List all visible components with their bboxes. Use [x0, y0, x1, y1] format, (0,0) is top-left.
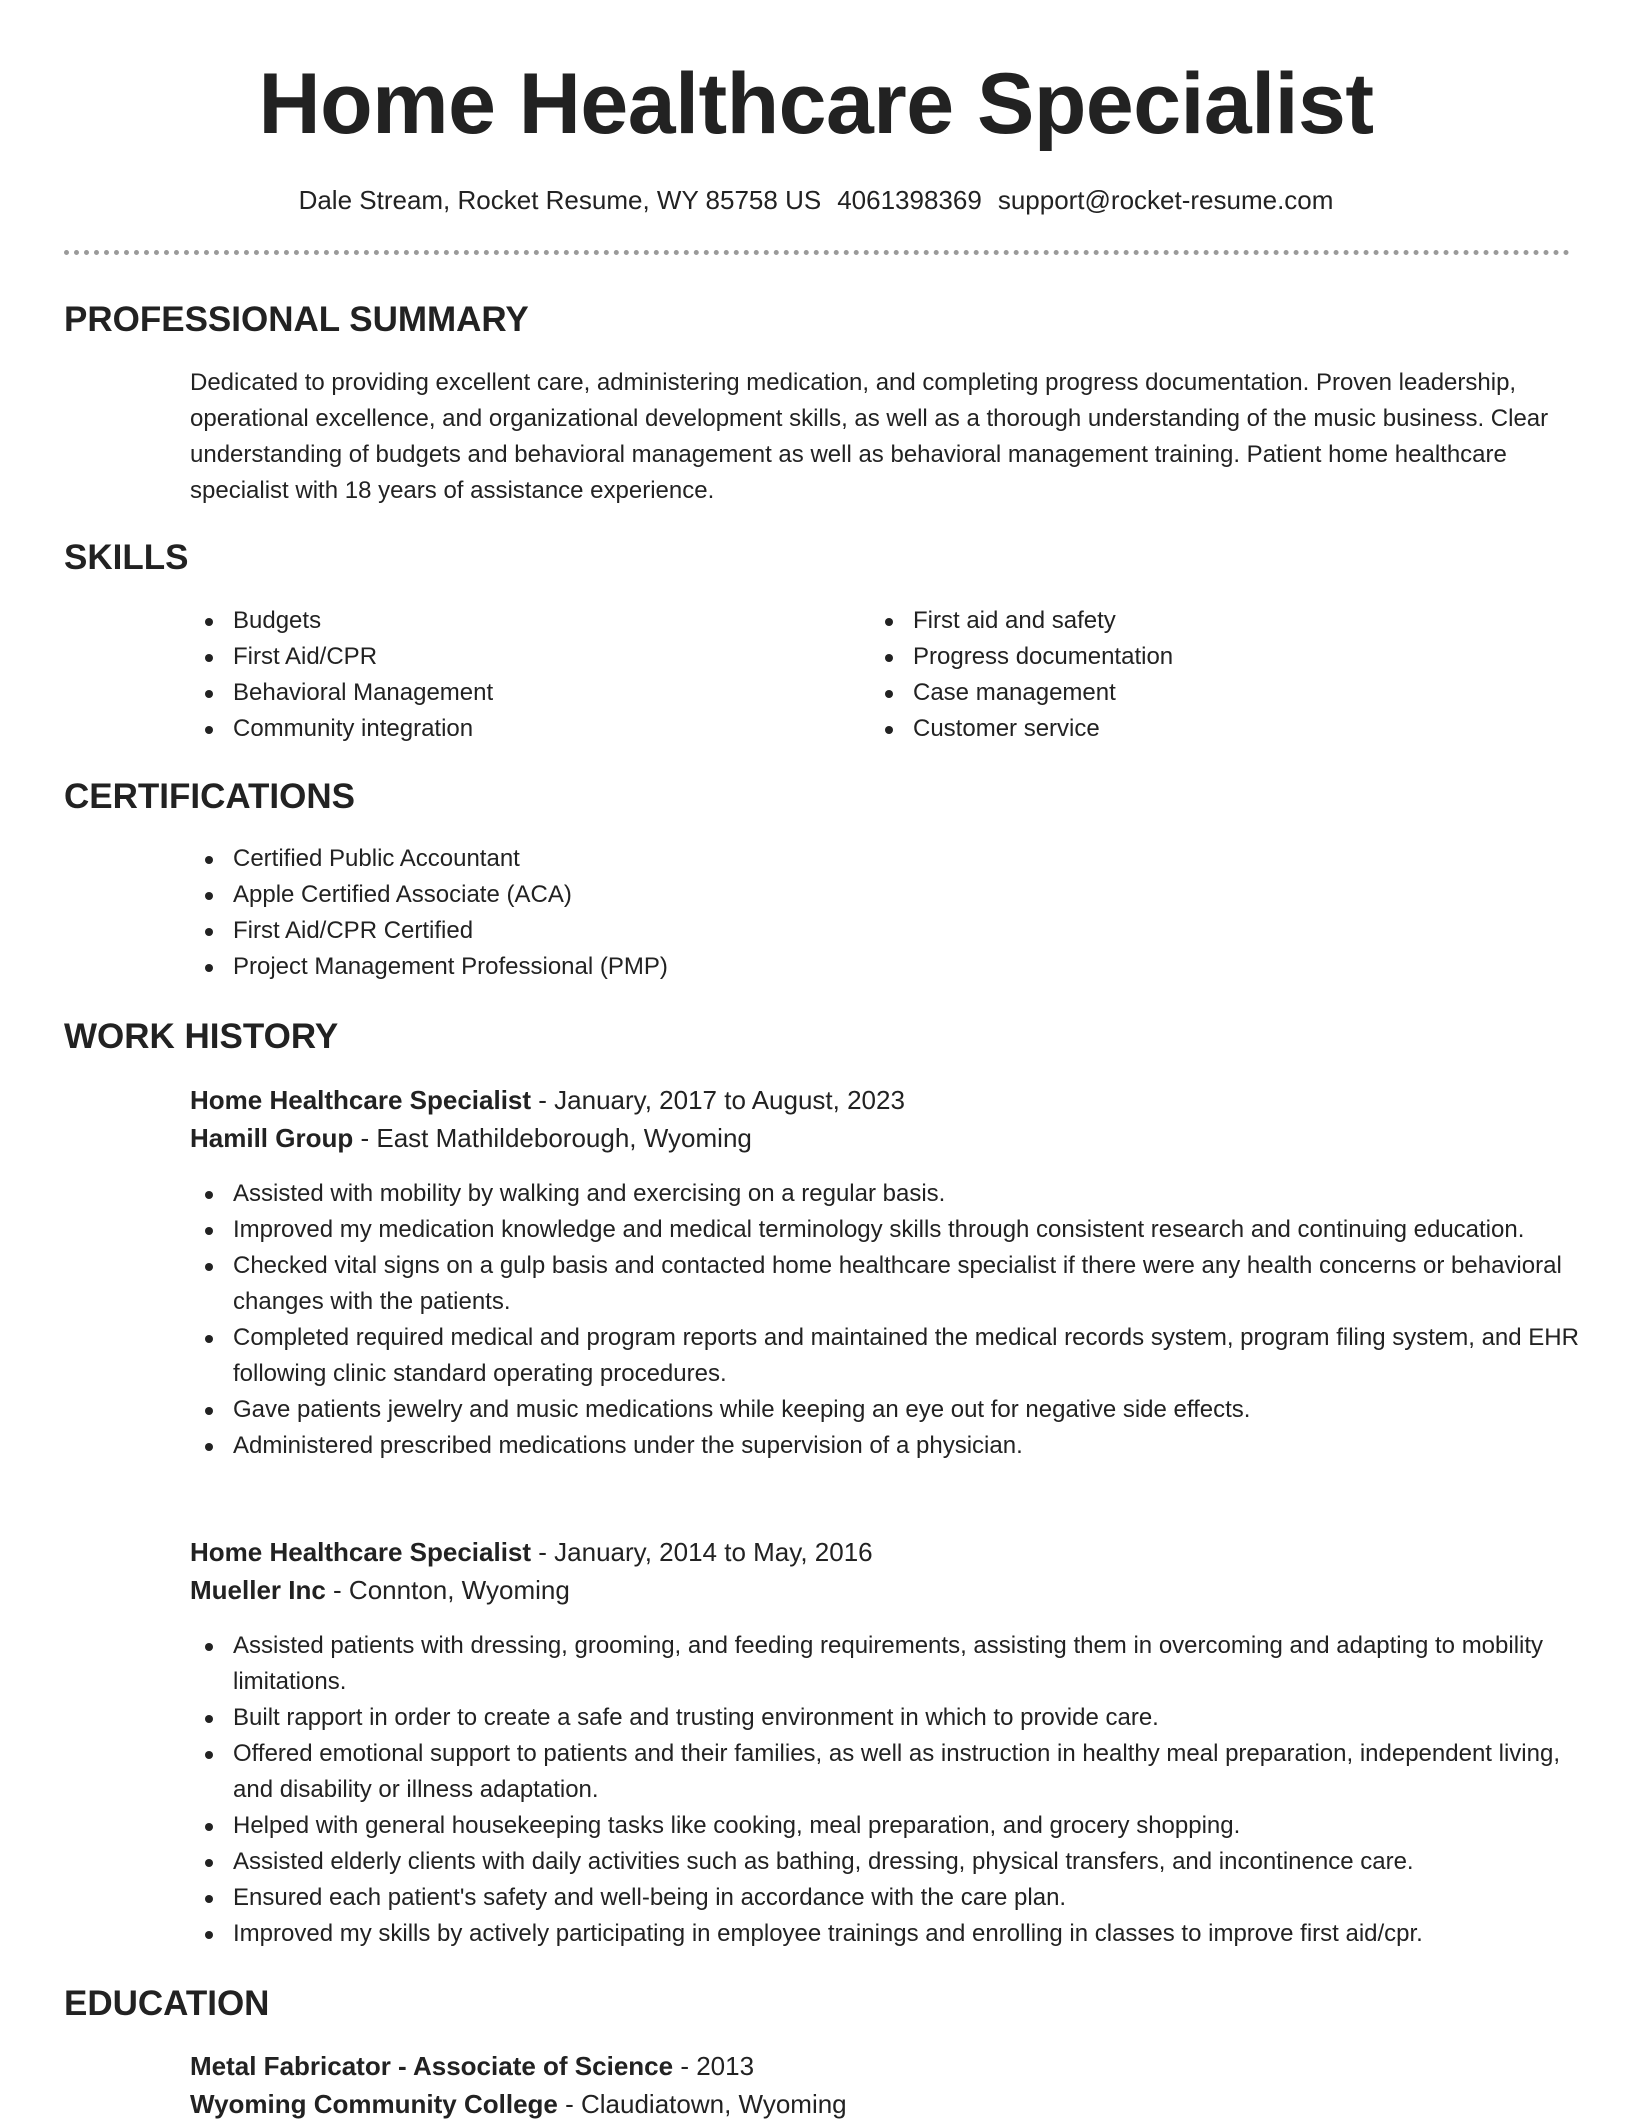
summary-text: Dedicated to providing excellent care, administering medication, and completing progress documentation. Proven leadership, operational excellence, and organizational development skills, as well as a thorough understanding of the music business. Clear understanding of budgets and behavioral management as well as behavioral management training. Patient home healthcare specialist with 18 years of assistance experience. [190, 369, 1549, 504]
job-bullets [190, 1628, 1580, 1952]
job-bullet: Ensured each patient's safety and well-being in accordance with the care plan. [190, 1880, 1580, 1916]
summary-heading: PROFESSIONAL SUMMARY [64, 300, 529, 339]
skill-item: Progress documentation [870, 639, 1470, 675]
certification-item: Certified Public Accountant [190, 841, 1575, 877]
job-bullet: Improved my medication knowledge and medical terminology skills through consistent research and continuing education. [190, 1212, 1580, 1248]
skills-list-right [870, 603, 1470, 747]
job-bullet: Assisted patients with dressing, grooming, and feeding requirements, assisting them in overcoming and adapting to mobility limitations. [190, 1628, 1580, 1700]
job-dates: - January, 2017 to August, 2023 [531, 1085, 905, 1115]
skill-item: Budgets [190, 603, 790, 639]
header-divider [64, 250, 1570, 255]
work-history-heading: WORK HISTORY [64, 1017, 339, 1056]
job-bullet: Administered prescribed medications under the supervision of a physician. [190, 1428, 1580, 1464]
skill-item: Behavioral Management [190, 675, 790, 711]
job-title: Home Healthcare Specialist [190, 1537, 532, 1567]
job-bullet: Offered emotional support to patients and their families, as well as instruction in healthy meal preparation, independent living, and disability or illness adaptation. [190, 1736, 1580, 1808]
education-degree-line [190, 2047, 754, 2085]
certifications-heading: CERTIFICATIONS [64, 777, 356, 816]
education-year: - 2013 [673, 2051, 755, 2081]
job-company-line [190, 1571, 570, 1609]
skill-item: Case management [870, 675, 1470, 711]
job-bullet: Built rapport in order to create a safe and trusting environment in which to provide care. [190, 1700, 1580, 1736]
job-company: Hamill Group [190, 1123, 354, 1153]
education-degree: Metal Fabricator - Associate of Science [190, 2051, 674, 2081]
job-bullet: Assisted with mobility by walking and exercising on a regular basis. [190, 1176, 1580, 1212]
job-bullets [190, 1176, 1580, 1464]
certification-item: Project Management Professional (PMP) [190, 949, 1575, 985]
education-school: Wyoming Community College [190, 2089, 558, 2119]
job-company: Mueller Inc [190, 1575, 326, 1605]
skill-item: Customer service [870, 711, 1470, 747]
job-dates: - January, 2014 to May, 2016 [531, 1537, 873, 1567]
job-bullet: Checked vital signs on a gulp basis and contacted home healthcare specialist if there were any health concerns or behavioral changes with the patients. [190, 1248, 1580, 1320]
job-bullet: Helped with general housekeeping tasks like cooking, meal preparation, and grocery shopping. [190, 1808, 1580, 1844]
job-title: Home Healthcare Specialist [190, 1085, 532, 1115]
job-bullet: Assisted elderly clients with daily activities such as bathing, dressing, physical transfers, and incontinence care. [190, 1844, 1580, 1880]
contact-phone: 4061398369 [837, 185, 982, 215]
certifications-list [190, 841, 1575, 985]
job-title-line [190, 1533, 873, 1571]
job-bullet: Improved my skills by actively participating in employee trainings and enrolling in classes to improve first aid/cpr. [190, 1916, 1580, 1952]
education-heading: EDUCATION [64, 1984, 270, 2023]
job-bullet: Gave patients jewelry and music medications while keeping an eye out for negative side effects. [190, 1392, 1580, 1428]
contact-line [0, 182, 1632, 218]
certification-item: First Aid/CPR Certified [190, 913, 1575, 949]
skills-list-left [190, 603, 790, 747]
skills-heading: SKILLS [64, 538, 189, 577]
contact-address: Dale Stream, Rocket Resume, WY 85758 US [298, 185, 822, 215]
contact-email: support@rocket-resume.com [997, 185, 1334, 215]
education-location: - Claudiatown, Wyoming [557, 2089, 847, 2119]
job-location: - Connton, Wyoming [325, 1575, 570, 1605]
job-company-line [190, 1119, 752, 1157]
job-location: - East Mathildeborough, Wyoming [353, 1123, 752, 1153]
certification-item: Apple Certified Associate (ACA) [190, 877, 1575, 913]
skill-item: First Aid/CPR [190, 639, 790, 675]
skill-item: Community integration [190, 711, 790, 747]
job-title-line [190, 1081, 905, 1119]
education-school-line [190, 2085, 847, 2123]
job-bullet: Completed required medical and program reports and maintained the medical records system, program filing system, and EHR following clinic standard operating procedures. [190, 1320, 1580, 1392]
skill-item: First aid and safety [870, 603, 1470, 639]
resume-name: Home Healthcare Specialist [258, 56, 1374, 152]
